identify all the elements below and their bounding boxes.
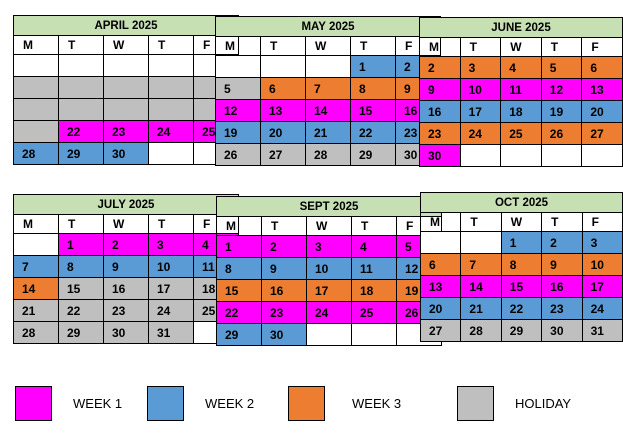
week-row: [420, 145, 623, 167]
day-cell: [104, 55, 149, 77]
day-cell: 24: [582, 298, 622, 320]
day-cell: 22: [501, 298, 541, 320]
day-cell: [59, 55, 104, 77]
day-cell: 2: [396, 56, 441, 78]
day-cell: 30: [396, 144, 441, 166]
day-cell: 3: [582, 232, 622, 254]
week-row: [420, 123, 623, 145]
day-cell: 8: [59, 256, 104, 278]
legend-item-week-1: [15, 386, 122, 421]
day-cell: 13: [421, 276, 461, 298]
weekday-header: W: [104, 36, 149, 55]
legend-label: WEEK 1: [73, 396, 123, 411]
day-cell: 18: [194, 278, 239, 300]
day-cell: 11: [501, 79, 542, 101]
day-cell: 4: [352, 236, 397, 258]
day-cell: 25: [352, 302, 397, 324]
day-cell: 3: [307, 236, 352, 258]
week-row: [14, 121, 239, 143]
calendar-june: [419, 17, 623, 167]
day-cell: 8: [501, 254, 541, 276]
day-cell: 13: [582, 79, 623, 101]
weekday-header: M: [421, 213, 461, 232]
day-cell: 15: [351, 100, 396, 122]
day-cell: 3: [149, 234, 194, 256]
day-cell: 15: [217, 280, 262, 302]
month-title: MAY 2025: [216, 17, 441, 37]
legend-swatch: [15, 386, 52, 421]
day-cell: 27: [261, 144, 306, 166]
day-cell: 10: [460, 79, 501, 101]
day-cell: 5: [216, 78, 261, 100]
legend-item-holiday: [457, 386, 571, 421]
week-row: [14, 55, 239, 77]
day-cell: 20: [421, 298, 461, 320]
day-cell: 2: [542, 232, 582, 254]
week-row: [14, 256, 239, 278]
day-cell: 15: [59, 278, 104, 300]
month-title: APRIL 2025: [14, 16, 239, 36]
day-cell: 24: [149, 300, 194, 322]
day-cell: 28: [306, 144, 351, 166]
weekday-header: M: [216, 37, 261, 56]
day-cell: 7: [306, 78, 351, 100]
day-cell: [14, 55, 59, 77]
day-cell: 2: [420, 57, 461, 79]
weekday-header: W: [501, 213, 541, 232]
day-cell: 29: [217, 324, 262, 346]
day-cell: 7: [14, 256, 59, 278]
day-cell: [149, 143, 194, 165]
weekday-header: F: [582, 38, 623, 57]
day-cell: 13: [261, 100, 306, 122]
day-cell: 30: [104, 322, 149, 344]
day-cell: 17: [149, 278, 194, 300]
day-cell: 16: [420, 101, 461, 123]
week-row: [14, 234, 239, 256]
day-cell: 16: [542, 276, 582, 298]
day-cell: 7: [461, 254, 501, 276]
day-cell: [14, 99, 59, 121]
week-row: [216, 122, 441, 144]
day-cell: 18: [501, 101, 542, 123]
day-cell: 23: [396, 122, 441, 144]
day-cell: 19: [397, 280, 442, 302]
day-cell: 22: [59, 300, 104, 322]
calendar-sept: [216, 196, 442, 346]
day-cell: [582, 145, 623, 167]
day-cell: 9: [104, 256, 149, 278]
calendar-april: [13, 15, 239, 165]
legend-label: HOLIDAY: [515, 396, 572, 411]
weekday-header: M: [14, 215, 59, 234]
day-cell: 16: [104, 278, 149, 300]
day-cell: 14: [461, 276, 501, 298]
day-cell: 11: [352, 258, 397, 280]
legend-swatch: [288, 386, 325, 421]
calendar-oct: [420, 192, 623, 342]
legend-label: WEEK 2: [205, 396, 255, 411]
day-cell: 23: [104, 121, 149, 143]
legend-item-week-3: [288, 386, 401, 421]
legend-label: WEEK 3: [352, 396, 402, 411]
weekday-header: T: [261, 37, 306, 56]
day-cell: 9: [542, 254, 582, 276]
week-row: [216, 56, 441, 78]
calendar-july: [13, 194, 239, 344]
day-cell: 2: [104, 234, 149, 256]
day-cell: [306, 56, 351, 78]
weekday-header: W: [306, 37, 351, 56]
day-cell: 28: [14, 322, 59, 344]
week-row: [421, 298, 623, 320]
day-cell: 1: [351, 56, 396, 78]
month-title: JULY 2025: [14, 195, 239, 215]
day-cell: 31: [149, 322, 194, 344]
day-cell: 3: [460, 57, 501, 79]
day-cell: [501, 145, 542, 167]
day-cell: 17: [307, 280, 352, 302]
week-row: [217, 324, 442, 346]
day-cell: 22: [59, 121, 104, 143]
day-cell: 18: [352, 280, 397, 302]
day-cell: 17: [460, 101, 501, 123]
day-cell: [352, 324, 397, 346]
day-cell: 30: [420, 145, 461, 167]
day-cell: 31: [582, 320, 622, 342]
day-cell: 8: [351, 78, 396, 100]
day-cell: 21: [14, 300, 59, 322]
day-cell: 9: [262, 258, 307, 280]
day-cell: 22: [217, 302, 262, 324]
day-cell: 9: [396, 78, 441, 100]
weekday-header: F: [397, 217, 442, 236]
legend-swatch: [147, 386, 184, 421]
day-cell: 12: [397, 258, 442, 280]
day-cell: 15: [501, 276, 541, 298]
day-cell: 30: [542, 320, 582, 342]
day-cell: 27: [582, 123, 623, 145]
day-cell: 26: [216, 144, 261, 166]
day-cell: 20: [261, 122, 306, 144]
day-cell: [149, 77, 194, 99]
weekday-header: T: [351, 37, 396, 56]
day-cell: [104, 99, 149, 121]
day-cell: [149, 99, 194, 121]
weekday-header: F: [582, 213, 622, 232]
week-row: [14, 143, 239, 165]
month-title: OCT 2025: [421, 193, 623, 213]
day-cell: 6: [582, 57, 623, 79]
day-cell: 24: [460, 123, 501, 145]
weekday-header: W: [307, 217, 352, 236]
day-cell: 23: [542, 298, 582, 320]
weekday-header: T: [149, 36, 194, 55]
day-cell: 21: [306, 122, 351, 144]
weekday-header: W: [501, 38, 542, 57]
week-row: [14, 300, 239, 322]
day-cell: 28: [14, 143, 59, 165]
weekday-header: F: [396, 37, 441, 56]
day-cell: [461, 232, 501, 254]
day-cell: 4: [194, 234, 239, 256]
day-cell: 29: [59, 322, 104, 344]
week-row: [421, 254, 623, 276]
day-cell: 10: [307, 258, 352, 280]
day-cell: 29: [59, 143, 104, 165]
day-cell: 19: [541, 101, 582, 123]
day-cell: 20: [582, 101, 623, 123]
day-cell: 2: [262, 236, 307, 258]
day-cell: 19: [216, 122, 261, 144]
day-cell: 29: [351, 144, 396, 166]
day-cell: 10: [582, 254, 622, 276]
day-cell: 11: [194, 256, 239, 278]
week-row: [217, 302, 442, 324]
weekday-header: M: [14, 36, 59, 55]
week-row: [217, 236, 442, 258]
weekday-header: T: [149, 215, 194, 234]
weekday-header: T: [352, 217, 397, 236]
day-cell: [216, 56, 261, 78]
week-row: [216, 100, 441, 122]
weekday-header: T: [460, 38, 501, 57]
week-row: [14, 99, 239, 121]
day-cell: 4: [501, 57, 542, 79]
day-cell: 23: [262, 302, 307, 324]
day-cell: [59, 77, 104, 99]
day-cell: 25: [194, 300, 239, 322]
day-cell: [104, 77, 149, 99]
week-row: [217, 258, 442, 280]
day-cell: 9: [420, 79, 461, 101]
week-row: [420, 57, 623, 79]
weekday-header: T: [461, 213, 501, 232]
week-row: [216, 144, 441, 166]
day-cell: 12: [541, 79, 582, 101]
week-row: [14, 77, 239, 99]
day-cell: 24: [307, 302, 352, 324]
day-cell: [14, 234, 59, 256]
week-row: [14, 322, 239, 344]
day-cell: [261, 56, 306, 78]
week-row: [421, 320, 623, 342]
day-cell: 1: [501, 232, 541, 254]
day-cell: [421, 232, 461, 254]
day-cell: 16: [262, 280, 307, 302]
weekday-header: W: [104, 215, 149, 234]
day-cell: 27: [421, 320, 461, 342]
day-cell: 29: [501, 320, 541, 342]
weekday-header: M: [217, 217, 262, 236]
day-cell: 5: [397, 236, 442, 258]
weekday-header: T: [542, 213, 582, 232]
month-title: SEPT 2025: [217, 197, 442, 217]
day-cell: [149, 55, 194, 77]
month-title: JUNE 2025: [420, 18, 623, 38]
week-row: [421, 276, 623, 298]
day-cell: [14, 77, 59, 99]
day-cell: [59, 99, 104, 121]
day-cell: 1: [59, 234, 104, 256]
week-row: [420, 101, 623, 123]
day-cell: 26: [397, 302, 442, 324]
day-cell: 1: [217, 236, 262, 258]
day-cell: [541, 145, 582, 167]
day-cell: 5: [541, 57, 582, 79]
day-cell: 23: [104, 300, 149, 322]
day-cell: 23: [420, 123, 461, 145]
day-cell: 16: [396, 100, 441, 122]
day-cell: 17: [582, 276, 622, 298]
legend-item-week-2: [147, 386, 254, 421]
weekday-header: F: [194, 36, 239, 55]
day-cell: 24: [149, 121, 194, 143]
weekday-header: T: [262, 217, 307, 236]
calendar-may: [215, 16, 441, 166]
day-cell: 14: [306, 100, 351, 122]
day-cell: 21: [461, 298, 501, 320]
day-cell: 14: [14, 278, 59, 300]
day-cell: 12: [216, 100, 261, 122]
week-row: [420, 79, 623, 101]
day-cell: 22: [351, 122, 396, 144]
week-row: [217, 280, 442, 302]
day-cell: 10: [149, 256, 194, 278]
day-cell: [460, 145, 501, 167]
day-cell: 6: [421, 254, 461, 276]
day-cell: 25: [194, 121, 239, 143]
weekday-header: T: [541, 38, 582, 57]
day-cell: [14, 121, 59, 143]
day-cell: 30: [262, 324, 307, 346]
week-row: [216, 78, 441, 100]
day-cell: 8: [217, 258, 262, 280]
day-cell: [307, 324, 352, 346]
weekday-header: T: [59, 215, 104, 234]
day-cell: 26: [541, 123, 582, 145]
day-cell: 6: [261, 78, 306, 100]
weekday-header: M: [420, 38, 461, 57]
legend-swatch: [457, 386, 494, 421]
week-row: [14, 278, 239, 300]
day-cell: 28: [461, 320, 501, 342]
weekday-header: F: [194, 215, 239, 234]
week-row: [421, 232, 623, 254]
day-cell: 30: [104, 143, 149, 165]
weekday-header: T: [59, 36, 104, 55]
day-cell: 25: [501, 123, 542, 145]
